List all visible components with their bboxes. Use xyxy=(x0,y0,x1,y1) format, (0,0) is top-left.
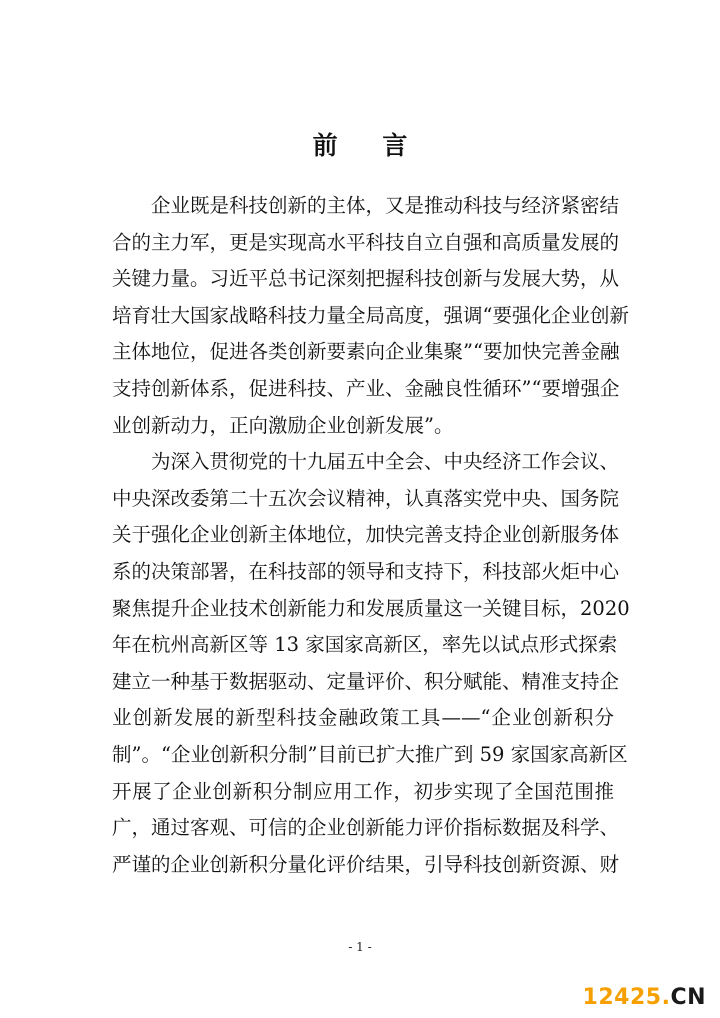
paragraph-2-line: 中央深改委第二十五次会议精神，认真落实党中央、国务院 xyxy=(112,486,620,510)
paragraph-2-line: 为深入贯彻党的十九届五中全会、中央经济工作会议、 xyxy=(151,450,620,474)
watermark-suffix: CN xyxy=(670,985,706,1010)
watermark-number: 12425 xyxy=(582,985,662,1010)
page-number: - 1 - xyxy=(348,940,372,954)
paragraph-2-line: 业创新发展的新型科技金融政策工具——“企业创新积分 xyxy=(112,706,614,730)
paragraph-1-line: 关键力量。习近平总书记深刻把握科技创新与发展大势，从 xyxy=(112,267,620,291)
paragraph-1-line: 培育壮大国家战略科技力量全局高度，强调“要强化企业创新 xyxy=(112,303,629,327)
paragraph-2-line: 严谨的企业创新积分量化评价结果，引导科技创新资源、财 xyxy=(112,852,620,876)
paragraph-1-line: 支持创新体系，促进科技、产业、金融良性循环”“要增强企 xyxy=(112,376,620,400)
paragraph-2-line: 系的决策部署，在科技部的领导和支持下，科技部火炬中心 xyxy=(112,559,620,583)
site-watermark xyxy=(583,985,706,1010)
paragraph-2-line: 年在杭州高新区等 13 家国家高新区，率先以试点形式探索 xyxy=(112,633,618,657)
paragraph-2-line: 聚焦提升企业技术创新能力和发展质量这一关键目标，2020 xyxy=(112,596,630,620)
watermark-dot: . xyxy=(661,985,671,1010)
paragraph-2-line: 开展了企业创新积分制应用工作，初步实现了全国范围推 xyxy=(112,779,614,803)
paragraph-1-line: 业创新动力，正向激励企业创新发展”。 xyxy=(112,413,454,437)
paragraph-2-line: 关于强化企业创新主体地位，加快完善支持企业创新服务体 xyxy=(112,523,620,547)
paragraph-1-line: 主体地位，促进各类创新要素向企业集聚”“要加快完善金融 xyxy=(112,340,620,364)
paragraph-1-line: 合的主力军，更是实现高水平科技自立自强和高质量发展的 xyxy=(112,230,620,254)
paragraph-2-line: 建立一种基于数据驱动、定量评价、积分赋能、精准支持企 xyxy=(112,669,620,693)
paragraph-2-line: 广，通过客观、可信的企业创新能力评价指标数据及科学、 xyxy=(112,816,620,840)
paragraph-1-line: 企业既是科技创新的主体，又是推动科技与经济紧密结 xyxy=(151,194,620,217)
document-body xyxy=(112,188,630,883)
paragraph-2-line: 制”。“企业创新积分制”目前已扩大推广到 59 家国家高新区 xyxy=(112,742,628,766)
page-title: 前 言 xyxy=(312,131,426,160)
